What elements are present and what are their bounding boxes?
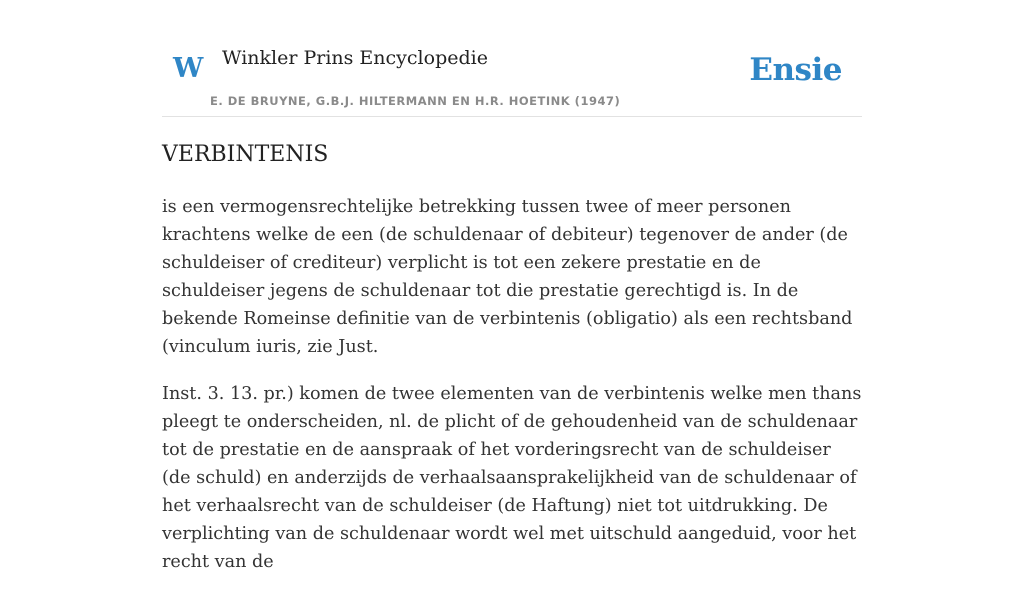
article-paragraph: Inst. 3. 13. pr.) komen de twee elementen van de verbintenis welke men thans pleegt te onderscheiden, nl. de plicht of de gehoudenheid van de schuldenaar tot de prestatie en de aanspraak of het vorderingsrecht van de schuldeiser (de schuld) en anderzijds de verhaalsaansprakelijkheid van de schuldenaar of het verhaalsrecht van de schuldeiser (de Haftung) niet tot uitdrukking. De verplichting van de schuldenaar wordt wel met uitschuld aangeduid, voor het recht van de <box>162 384 862 572</box>
article-body <box>162 193 862 595</box>
winkler-prins-logo[interactable]: W <box>173 53 204 84</box>
ensie-logo[interactable]: Ensie <box>749 52 842 88</box>
authors-credit: E. DE BRUYNE, G.B.J. HILTERMANN EN H.R. HOETINK (1947) <box>210 94 621 108</box>
site-title[interactable]: Winkler Prins Encyclopedie <box>222 47 488 69</box>
article-term: VERBINTENIS <box>162 142 329 167</box>
article-paragraph: is een vermogensrechtelijke betrekking tussen twee of meer personen krachtens welke de een (de schuldenaar of debiteur) tegenover de ander (de schuldeiser of crediteur) verplicht is tot een zekere prestatie en de schuldeiser jegens de schuldenaar tot die prestatie gerechtigd is. In de bekende Romeinse definitie van de verbintenis (obligatio) als een rechtsband (vinculum iuris, zie Just. <box>162 197 853 357</box>
site-header <box>162 0 862 117</box>
